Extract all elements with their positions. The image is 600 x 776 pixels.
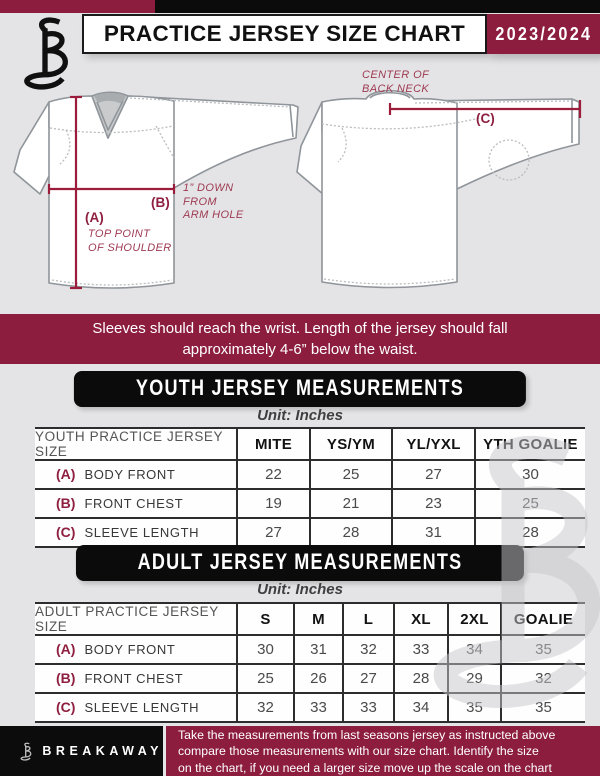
- row-label: FRONT CHEST: [84, 670, 184, 686]
- label-a-desc: TOP POINT OF SHOULDER: [88, 228, 172, 254]
- label-c: (C): [476, 111, 495, 126]
- row-label: BODY FRONT: [84, 641, 176, 657]
- footer-brand-bar: [0, 726, 163, 776]
- youth-col-goalie: YTH GOALIE: [475, 428, 585, 460]
- adult-col-m: M: [294, 603, 343, 635]
- row-key: (C): [56, 523, 76, 540]
- row-key: (C): [56, 698, 76, 715]
- adult-table-header-row: [35, 603, 585, 635]
- brand-name: BREAKAWAY: [42, 744, 163, 758]
- instruction-banner: Sleeves should reach the wrist. Length of the jersey should fall approximately 4-6” below the waist.: [0, 314, 600, 364]
- adult-col-title: ADULT PRACTICE JERSEY SIZE: [35, 603, 237, 635]
- adult-col-s: S: [237, 603, 294, 635]
- adult-section-heading: ADULT JERSEY MEASUREMENTS: [76, 545, 524, 581]
- back-body: [322, 91, 457, 288]
- adult-col-xl: XL: [394, 603, 448, 635]
- youth-unit-label: Unit: Inches: [257, 407, 343, 424]
- label-a: (A): [85, 210, 104, 225]
- row-key: (B): [56, 494, 76, 511]
- adult-col-goalie: GOALIE: [501, 603, 585, 635]
- adult-size-table: [35, 602, 585, 723]
- row-key: (A): [56, 640, 76, 657]
- page-title: PRACTICE JERSEY SIZE CHART: [103, 21, 466, 46]
- row-label: SLEEVE LENGTH: [84, 524, 200, 540]
- footer-note: Take the measurements from last seasons jersey as instructed above compare those measurements with our size chart. Identify the size on the chart, if you need a larger size move up the scale on the chart: [166, 726, 600, 776]
- youth-col-ysym: YS/YM: [310, 428, 392, 460]
- youth-col-mite: MITE: [237, 428, 310, 460]
- label-c-desc: CENTER OF BACK NECK: [362, 69, 430, 95]
- table-row: (C) SLEEVE LENGTH 32 33 33 34 35 35: [35, 693, 585, 722]
- row-label: BODY FRONT: [84, 466, 176, 482]
- top-strip-maroon: [0, 0, 155, 13]
- youth-section-heading: YOUTH JERSEY MEASUREMENTS: [74, 371, 526, 407]
- top-strip-black: [155, 0, 600, 13]
- adult-col-l: L: [343, 603, 394, 635]
- row-key: (B): [56, 669, 76, 686]
- table-row: (B) FRONT CHEST 19 21 23 25: [35, 489, 585, 518]
- back-jersey-illustration: [292, 86, 592, 294]
- season-badge: [487, 14, 600, 54]
- youth-table-header-row: [35, 428, 585, 460]
- table-row: (A) BODY FRONT 30 31 32 33 34 35: [35, 635, 585, 664]
- season-label: 2023/2024: [495, 24, 592, 44]
- adult-unit-label: Unit: Inches: [257, 581, 343, 598]
- adult-col-2xl: 2XL: [448, 603, 501, 635]
- youth-col-title: YOUTH PRACTICE JERSEY SIZE: [35, 428, 237, 460]
- youth-col-ylyxl: YL/YXL: [392, 428, 475, 460]
- label-b: (B): [151, 195, 170, 210]
- row-label: FRONT CHEST: [84, 495, 184, 511]
- table-row: (A) BODY FRONT 22 25 27 30: [35, 460, 585, 489]
- row-key: (A): [56, 465, 76, 482]
- table-row: (B) FRONT CHEST 25 26 27 28 29 32: [35, 664, 585, 693]
- table-row: (C) SLEEVE LENGTH 27 28 31 28: [35, 518, 585, 547]
- label-b-desc: 1” DOWN FROM ARM HOLE: [183, 182, 244, 221]
- breakaway-monogram-icon: [14, 16, 76, 90]
- breakaway-monogram-icon: [18, 736, 33, 767]
- row-label: SLEEVE LENGTH: [84, 699, 200, 715]
- title-box: [82, 14, 487, 54]
- youth-size-table: [35, 427, 585, 548]
- front-jersey-illustration: [10, 88, 310, 294]
